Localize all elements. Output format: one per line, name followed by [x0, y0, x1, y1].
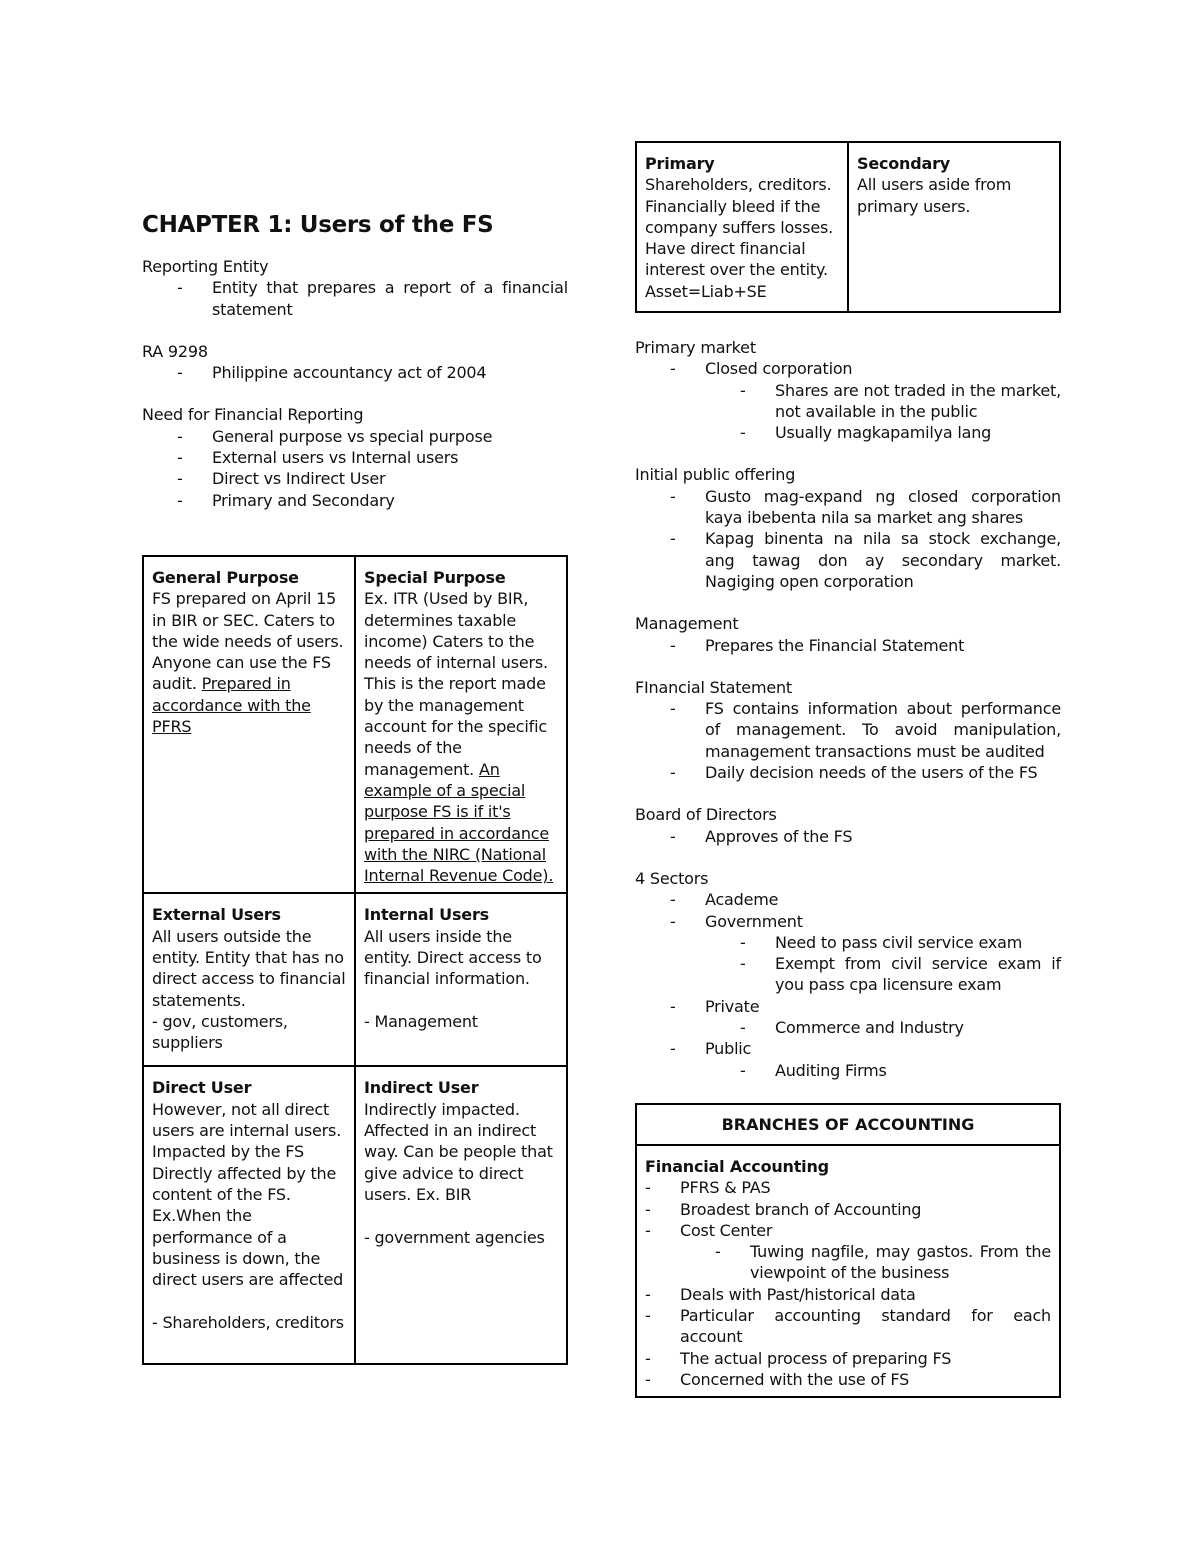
indirect-user-cell — [355, 1066, 567, 1364]
section-heading: Initial public offering — [635, 465, 796, 485]
section-heading: 4 Sectors — [635, 868, 709, 888]
list-item-text: Public — [705, 1039, 752, 1059]
external-users-cell — [143, 893, 355, 1066]
internal-users-cell — [355, 893, 567, 1066]
list-item: - Prepares the Financial Statement — [635, 635, 1061, 656]
sub-list-item: - Usually magkapamilya lang — [705, 422, 1061, 443]
list-item: - Primary and Secondary — [142, 490, 568, 511]
list-item: - PFRS & PAS — [610, 1177, 1051, 1198]
cell-title: Direct User — [152, 1078, 252, 1098]
cell-title: External Users — [152, 905, 281, 925]
page-title: CHAPTER 1: Users of the FS — [142, 212, 494, 238]
list-item-text: Government — [705, 911, 803, 931]
users-table-wrap — [142, 555, 568, 1365]
special-purpose-cell — [355, 556, 567, 893]
cell-text: FS prepared on April 15 in BIR or SEC. Caters to the wide needs of users. Anyone can use the FS audit. — [152, 589, 344, 694]
section-reporting-entity — [142, 256, 568, 320]
cell-examples: - Shareholders, creditors — [152, 1312, 344, 1332]
branch-title: Financial Accounting — [645, 1157, 829, 1176]
list-item: - Approves of the FS — [635, 826, 1061, 847]
list-item: - FS contains information about performance of management. To avoid manipulation, management transactions must be audited — [635, 698, 1061, 762]
cell-text: All users aside from primary users. — [857, 175, 1012, 216]
primary-cell — [636, 142, 848, 312]
list-item: - Daily decision needs of the users of the FS — [635, 762, 1061, 783]
section-management — [635, 613, 1061, 656]
section-need-for-reporting — [142, 404, 568, 510]
primary-secondary-table — [635, 141, 1061, 313]
cell-title: Indirect User — [364, 1078, 479, 1098]
cell-text: All users inside the entity. Direct access to financial information. — [364, 926, 542, 989]
table-row — [143, 556, 567, 893]
list-item: - General purpose vs special purpose — [142, 426, 568, 447]
cell-underlined-text: Prepared in accordance with the PFRS — [152, 674, 311, 737]
list-item — [635, 1038, 1061, 1081]
section-heading: RA 9298 — [142, 341, 208, 361]
section-heading: FInancial Statement — [635, 677, 792, 697]
right-notes — [635, 337, 1061, 1081]
section-ipo — [635, 464, 1061, 592]
list-item: - Particular accounting standard for each account — [610, 1305, 1051, 1348]
secondary-cell — [848, 142, 1060, 312]
list-item: - External users vs Internal users — [142, 447, 568, 468]
section-ra-9298 — [142, 341, 568, 384]
table-row — [636, 142, 1060, 312]
section-heading: Need for Financial Reporting — [142, 405, 364, 425]
section-heading: Reporting Entity — [142, 257, 269, 276]
sub-list-item: - Tuwing nagfile, may gastos. From the viewpoint of the business — [680, 1241, 1051, 1284]
sub-list-item: - Shares are not traded in the market, not available in the public — [705, 380, 1061, 423]
section-heading: Management — [635, 614, 739, 634]
cell-text: Indirectly impacted. Affected in an indirect way. Can be people that give advice to direct users. Ex. BIR — [364, 1099, 553, 1204]
list-item: - The actual process of preparing FS — [610, 1348, 1051, 1369]
list-item — [635, 358, 1061, 443]
direct-user-cell — [143, 1066, 355, 1364]
cell-examples: - gov, customers, suppliers — [152, 1011, 288, 1053]
list-item-text: Closed corporation — [705, 359, 853, 379]
sub-list-item: - Auditing Firms — [705, 1060, 1061, 1081]
list-item-text: Cost Center — [680, 1220, 773, 1240]
table-row — [143, 893, 567, 1066]
left-notes — [142, 256, 568, 511]
primary-secondary-table-wrap — [635, 141, 1061, 313]
section-heading: Primary market — [635, 338, 756, 357]
users-table — [142, 555, 568, 1365]
list-item — [610, 1220, 1051, 1284]
cell-title: Internal Users — [364, 905, 489, 925]
table-row — [143, 1066, 567, 1364]
branches-body — [637, 1146, 1059, 1396]
cell-examples: - Management — [364, 1011, 478, 1031]
cell-text: However, not all direct users are internal users. Impacted by the FS Directly affected by the content of the FS. Ex.When the performance of a business is down, the direct users are affected — [152, 1099, 344, 1290]
cell-title: Secondary — [857, 154, 951, 173]
cell-text: All users outside the entity. Entity that has no direct access to financial statements. — [152, 926, 346, 1010]
list-item: - Broadest branch of Accounting — [610, 1199, 1051, 1220]
list-item — [635, 911, 1061, 996]
list-item: - Gusto mag-expand ng closed corporation kaya ibebenta nila sa market ang shares — [635, 486, 1061, 529]
cell-title: Primary — [645, 154, 715, 173]
cell-title: Special Purpose — [364, 568, 506, 587]
cell-underlined-text: An example of a special purpose FS is if it's prepared in accordance with the NIRC (National Internal Revenue Code). — [364, 759, 554, 886]
sub-list-item: - Exempt from civil service exam if you pass cpa licensure exam — [705, 953, 1061, 996]
list-item: - Direct vs Indirect User — [142, 468, 568, 489]
cell-text: Shareholders, creditors. Financially bleed if the company suffers losses. Have direct financial interest over the entity. Asset=Liab+SE — [645, 175, 833, 301]
list-item: - Concerned with the use of FS — [610, 1369, 1051, 1390]
list-item: - Deals with Past/historical data — [610, 1284, 1051, 1305]
list-item: - Entity that prepares a report of a financial statement — [142, 277, 568, 320]
section-financial-statement — [635, 677, 1061, 783]
branches-header: BRANCHES OF ACCOUNTING — [637, 1105, 1059, 1146]
list-item — [635, 996, 1061, 1039]
cell-text: Ex. ITR (Used by BIR, determines taxable income) Caters to the needs of internal users. This is the report made by the management account for the specific needs of the management. — [364, 589, 548, 779]
cell-examples: - government agencies — [364, 1227, 545, 1247]
list-item: - Philippine accountancy act of 2004 — [142, 362, 568, 383]
section-sectors — [635, 868, 1061, 1081]
branches-box — [635, 1103, 1061, 1398]
section-board — [635, 804, 1061, 847]
list-item: - Kapag binenta na nila sa stock exchange, ang tawag don ay secondary market. Nagiging open corporation — [635, 528, 1061, 592]
cell-title: General Purpose — [152, 568, 299, 587]
section-primary-market — [635, 337, 1061, 443]
sub-list-item: - Need to pass civil service exam — [705, 932, 1061, 953]
general-purpose-cell — [143, 556, 355, 893]
list-item: - Academe — [635, 889, 1061, 910]
list-item-text: Private — [705, 996, 760, 1016]
section-heading: Board of Directors — [635, 805, 777, 825]
sub-list-item: - Commerce and Industry — [705, 1017, 1061, 1038]
